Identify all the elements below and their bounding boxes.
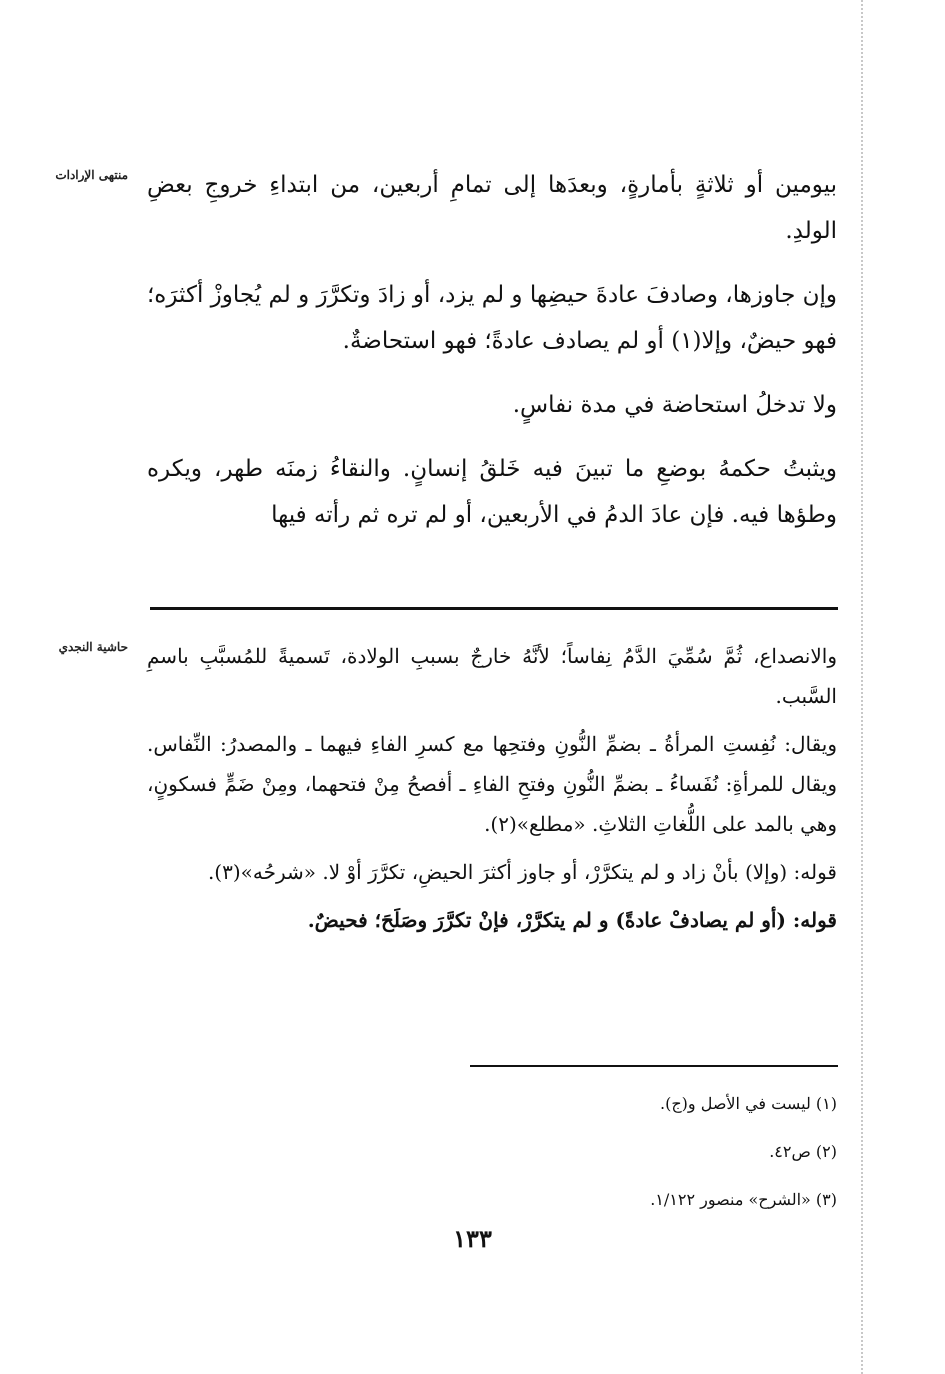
- footnote: (٣) «الشرح» منصور ١/١٢٢.: [650, 1190, 837, 1209]
- footnote-divider: [470, 1065, 838, 1067]
- commentary-paragraph: والانصداع، ثُمَّ سُمِّيَ الدَّمُ نِفاساً؛ لأنَّهُ خارجٌ بسببِ الولادة، تَسميةً للمُسبَّبِ باسمِ السَّبب.: [147, 644, 837, 708]
- commentary-text-block: [147, 636, 837, 948]
- side-label-main: منتهى الإرادات: [55, 168, 128, 182]
- section-divider: [150, 607, 838, 610]
- main-paragraph: ولا تدخلُ استحاضة في مدة نفاسٍ.: [512, 392, 837, 418]
- main-paragraph: وإن جاوزها، وصادفَ عادةَ حيضِها و لم يزد، أو زادَ وتكرَّرَ و لم يُجاوزْ أكثرَه؛ فهو حيضٌ، وإلا(١) أو لم يصادف عادةً؛ فهو استحاضةٌ.: [147, 282, 837, 354]
- side-label-commentary: حاشية النجدي: [58, 640, 128, 654]
- page-edge-dotted-line: [861, 0, 863, 1374]
- main-text-block: [147, 162, 837, 556]
- commentary-paragraph: قوله: (وإلا) بأنْ زاد و لم يتكرَّرْ، أو جاوز أكثرَ الحيضِ، تكرَّرَ أوْ لا. «شرحُه»(٣).: [207, 860, 837, 884]
- page-number: ١٣٣: [453, 1224, 492, 1253]
- footnote: (١) ليست في الأصل و(ج).: [660, 1094, 837, 1113]
- footnotes: [337, 1080, 837, 1224]
- footnote: (٢) ص٤٢.: [769, 1142, 837, 1161]
- commentary-paragraph: قوله: (أو لم يصادفْ عادةً) و لم يتكرَّرْ، فإنْ تكرَّرَ وصَلَحَ؛ فحيضٌ.: [307, 908, 837, 932]
- main-paragraph: بيومين أو ثلاثةٍ بأمارةٍ، وبعدَها إلى تمامِ أربعين، من ابتداءِ خروجِ بعضِ الولدِ.: [147, 172, 837, 244]
- commentary-paragraph: ويقال: نُفِستِ المرأةُ ـ بضمِّ النُّونِ وفتحِها مع كسرِ الفاءِ فيهما ـ والمصدرُ: النِّفاس. ويقال للمرأةِ: نُفَساءُ ـ بضمِّ النُّونِ وفتحِ الفاءِ ـ أفصحُ مِنْ فتحهما، ومِنْ ضَمٍّ فسكونٍ، وهي بالمد على اللُّغاتِ الثلاثِ. «مطلع»(٢).: [147, 732, 837, 836]
- main-paragraph: ويثبتُ حكمهُ بوضعِ ما تبينَ فيه خَلقُ إنسانٍ. والنقاءُ زمنَه طهر، ويكره وطؤها فيه. فإن عادَ الدمُ في الأربعين، أو لم تره ثم رأته فيها: [147, 456, 837, 528]
